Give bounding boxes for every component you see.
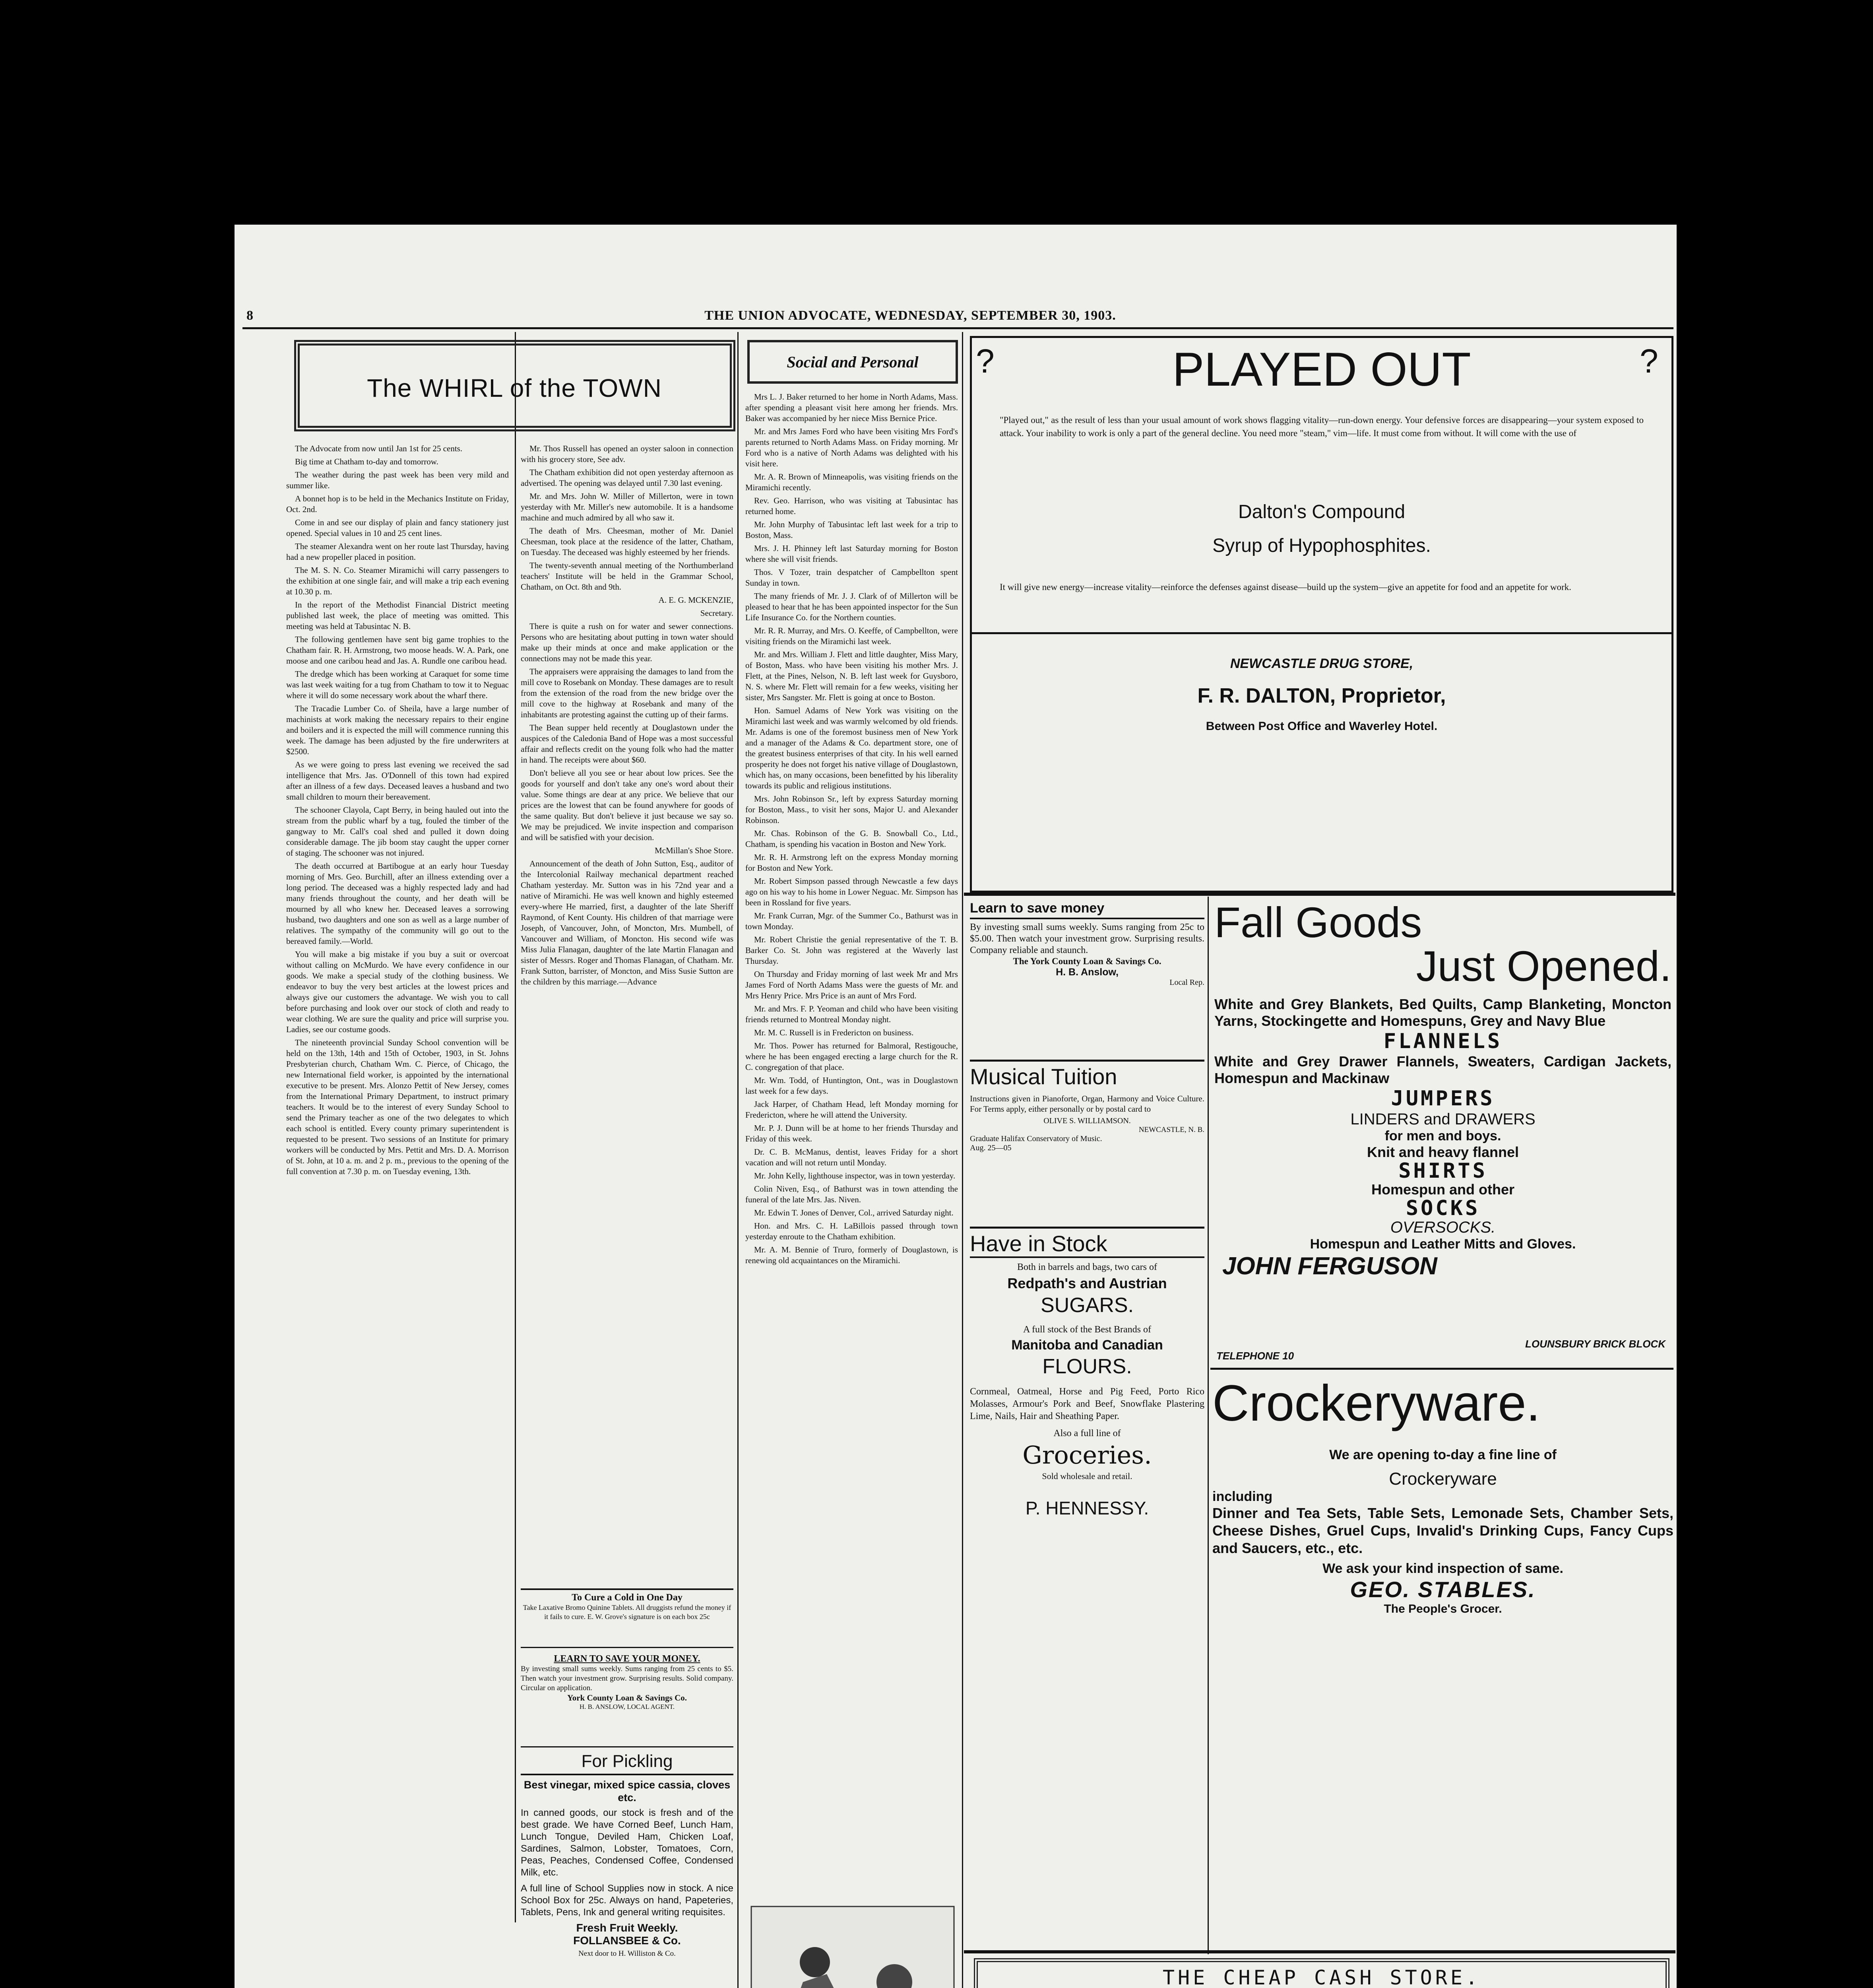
fall-goods-mitts: Homespun and Leather Mitts and Gloves. [1310,1237,1576,1252]
news-item: You will make a big mistake if you buy a suit or overcoat without calling on McMurdo. We have every confidence in our goods. We make a special study of the clothing business. We endeavor to buy the very best articles at the lowest prices and always give our customers the advantage. We wish you to call before purchasing and look over our stock of cloth and ready to wear clothing. We are sure the quality and price will surprise you. Ladies, see our costume goods. [286,949,509,1034]
fall-goods-socks: SOCKS [1406,1196,1480,1220]
social-item: Mr. Robert Christie the genial representative of the T. B. Barker Co. St. John was registered at the Waverly last Thursday. [745,935,958,966]
pickling-address: Next door to H. Williston & Co. [578,1949,676,1958]
social-item: On Thursday and Friday morning of last week Mr and Mrs James Ford of North Adams Mass were the guests of Mr. and Mrs Henry Price. Mrs Price is an aunt of Mrs Ford. [745,969,958,1000]
news-item: As we were going to press last evening we received the sad intelligence that Mrs. Jas. O'Donnell of this town had expired after an illness of a few days. Deceased leaves a husband and two small children to mourn their bereavement. [286,760,509,802]
mcmillan-sign: McMillan's Shoe Store. [654,846,733,855]
stock-groceries: Groceries. [1022,1441,1152,1470]
social-column [745,392,958,1895]
fall-goods-title-1: Fall Goods [1214,898,1422,946]
crockery-line-1: We are opening to-day a fine line of [1329,1447,1557,1462]
played-out-product-2: Syrup of Hypophosphites. [1212,535,1431,556]
learn-ad [970,901,1204,987]
crockery-name: GEO. STABLES. [1350,1577,1536,1602]
newspaper-page [235,225,1677,1988]
news-item: The following gentlemen have sent big game trophies to the Chatham fair. R. H. Armstrong, two moose heads. W. A. Park, one moose and one caribou head and Jas. A. Rundle one caribou head. [286,635,509,666]
pickling-body-2: A full line of School Supplies now in stock. A nice School Box for 25c. Always on hand, Papeteries, Tablets, Pens, Ink and general writing requisites. [521,1883,733,1918]
divider [970,1060,1204,1062]
dentist-engraving-icon [747,1903,958,1988]
cold-small-body: Take Laxative Bromo Quinine Tablets. All druggists refund the money if it fails to cure. E. W. Grove's signature is on each box 25c [523,1604,731,1621]
news-item: The schooner Clayola, Capt Berry, in being hauled out into the stream from the public wharf by a tug, fouled the timber of the gangway to Mr. Call's coal shed and pulled it down doing considerable damage. The jib boom stay caught the upper corner of staging. The schooner was not injured. [286,805,509,858]
learn-body: By investing small sums weekly. Sums ranging from 25c to $5.00. Then watch your investment grow. Surprising results. Company reliable and staunch. [970,922,1204,955]
social-item: Mr. and Mrs James Ford who have been visiting Mrs Ford's parents returned to North Adams Mass. on Friday morning. Mr Ford who is a native of North Adams was delighted with his visit here. [745,427,958,468]
divider [970,1227,1204,1229]
news-item: Announcement of the death of John Sutton, Esq., auditor of the Intercolonial Railway mechanical department reached Chatham yesterday. Mr. Sutton was in his 72nd year and a native of Miramichi. He was well known and highly esteemed every-where He married, first, a daughter of the late Sheriff Raymond, of Kent County. His children of that marriage were Joseph, of Vancouver, John, of Moncton, Mrs. Mumbell, of Vancouver and William, of Moncton. His second wife was Miss Julia Flanagan, daughter of the late Martin Flanagan and sister of Messrs. Roger and Thomas Flanagan, of Chatham. Mr. Frank Sutton, barrister, of Moncton, and Miss Susie Sutton are the children by this marriage.—Advance [521,859,733,986]
fall-goods-ad [1214,898,1671,1354]
fall-goods-oversocks: OVERSOCKS. [1390,1219,1496,1236]
social-item: Mr. Wm. Todd, of Huntington, Ont., was in Douglastown last week for a few days. [745,1076,958,1096]
news-item: The appraisers were appraising the damages to land from the mill cove to Rosebank on Monday. These damages are to result from the extension of the road from the new bridge over the mill cove to the highway at Rosebank and many of the inhabitants are protesting against the cutting up of their farms. [521,667,733,719]
divider [1210,1368,1673,1370]
news-item: A bonnet hop is to be held in the Mechanics Institute on Friday, Oct. 2nd. [286,494,509,514]
fall-goods-formen: for men and boys. [1384,1128,1501,1143]
fall-goods-jumpers: JUMPERS [1391,1087,1495,1110]
teachers-signature: A. E. G. MCKENZIE, [658,595,733,605]
social-item: Jack Harper, of Chatham Head, left Monday morning for Fredericton, where he will attend the University. [745,1099,958,1120]
social-item: The many friends of Mr. J. J. Clark of of Millerton will be pleased to hear that he has been appointed inspector for the Sun Life Insurance Co. for the Northern counties. [745,591,958,622]
social-item: Hon. and Mrs. C. H. LaBillois passed through town yesterday enroute to the Chatham exhibition. [745,1221,958,1241]
social-item: Mr. and Mrs. F. P. Yeoman and child who have been visiting friends returned to Montreal Monday night. [745,1004,958,1024]
social-item: Mr. P. J. Dunn will be at home to her friends Thursday and Friday of this week. [745,1123,958,1143]
learn-small-body: By investing small sums weekly. Sums ranging from 25 cents to $5. Then watch your investment grow. Surprising results. Solid company. Circular on application. [521,1665,733,1692]
social-item: Colin Niven, Esq., of Bathurst was in town attending the funeral of the late Mrs. Jas. Niven. [745,1184,958,1204]
pickling-body: In canned goods, our stock is fresh and of the best grade. We have Corned Beef, Lunch Ham, Lunch Tongue, Deviled Ham, Chicken Loaf, Sardines, Salmon, Lobster, Tomatoes, Corn, Peas, Peaches, Condensed Coffee, Condensed Milk, etc. [521,1807,733,1878]
stock-name: P. HENNESSY. [1025,1498,1149,1518]
learn-title: Learn to save money [970,901,1204,919]
social-item: Mr. R. R. Murray, and Mrs. O. Keeffe, of Campbellton, were visiting friends on the Miramichi last week. [745,626,958,646]
news-item: Mr. and Mrs. John W. Miller of Millerton, were in town yesterday with Mr. Miller's new automobile. It is a handsome machine and much admired by all who saw it. [521,491,733,522]
played-out-intro: "Played out," as the result of less than your usual amount of work shows flagging vitality—run-down energy. Your defensive forces are disappearing—your system exposed to attack. Your inability to work is only a part of the general decline. You need more "steam," vim—life. It must come from without. It will come with the use of [1000,415,1644,438]
news-item: The Chatham exhibition did not open yesterday afternoon as advertised. The opening was delayed until 7.30 last evening. [521,468,733,488]
social-item: Rev. Geo. Harrison, who was visiting at Tabusintac has returned home. [745,496,958,516]
social-item: Mrs L. J. Baker returned to her home in North Adams, Mass. after spending a pleasant visit here among her friends. Mrs. Baker was accompanied by her niece Miss Bernice Price. [745,392,958,423]
pickling-title: For Pickling [521,1751,733,1775]
stock-line: Both in barrels and bags, two cars of [1017,1262,1157,1272]
musical-note: Graduate Halifax Conservatory of Music. [970,1134,1102,1143]
played-out-outro: It will give new energy—increase vitality—reinforce the defenses against disease—build up the system—give an appetite for food and an appetite for work. [1000,582,1571,592]
social-item: Mr. Edwin T. Jones of Denver, Col., arrived Saturday night. [754,1208,954,1217]
fall-goods-block: LOUNSBURY BRICK BLOCK [1525,1338,1666,1350]
news-item: The Tracadie Lumber Co. of Sheila, have a large number of machinists at work making the necessary repairs to their engine and boilers and it is expected the mill will commence running this week. The damage has been adjusted by the fire underwriters at $2500. [286,704,509,756]
news-item: The death occurred at Bartibogue at an early hour Tuesday morning of Mrs. Geo. Burchill, after an illness extending over a long period. The deceased was a highly respected lady and had many friends throughout the county, and her death will be mourned by all who knew her. Deceased leaves a sorrowing husband, two daughters and one son as well as a large number of relatives. The sympathy of the community will go out to the bereaved family.—World. [286,861,509,946]
fall-goods-linders: LINDERS and DRAWERS [1350,1110,1536,1128]
social-item: Mr. Chas. Robinson of the G. B. Snowball Co., Ltd., Chatham, is spending his vacation in Boston and New York. [745,829,958,849]
learn-small-agent: H. B. ANSLOW, LOCAL AGENT. [579,1703,675,1710]
news-item: The death of Mrs. Cheesman, mother of Mr. Daniel Cheesman, took place at the residence of the latter, Chatham, on Tuesday. The deceased was highly esteemed by her friends. [521,526,733,557]
news-item: Big time at Chatham to-day and tomorrow. [295,457,438,466]
drug-store-location: Between Post Office and Waverley Hotel. [1206,720,1438,733]
question-mark-right: ? [1640,342,1658,380]
news-item: The nineteenth provincial Sunday School convention will be held on the 13th, 14th and 15th of October, 1903, in St. Johns Presbyterian church, Chatham Wm. C. Pierce, of Chicago, the new International field worker, is appointed by the international executive to be present. Mrs. Alonzo Pettit of New Jersey, comes from the International Primary Department, to instruct primary teachers. It would be to the interest of every Sunday School to send the Primary teacher as one of the two delegates to which each school is entitled. Every county primary superintendent is requested to be present. Two sessions of an Institute for primary workers will be conducted by Mrs. Pettit and Mrs. D. A. Morrison of St. John, at 10 a. m. and 2 p. m., previous to the opening of the full convention at 7.30 p. m. on Tuesday evening, 13th. [286,1038,509,1176]
social-item: Hon. Samuel Adams of New York was visiting on the Miramichi last week and was warmly welcomed by old friends. Mr. Adams is one of the foremost business men of New York and a manager of the Adams & Co. department store, one of the greatest business enterprises of that city. In his well earned prosperity he does not forget his native village of Douglastown, which has, on many occasions, been benefitted by his liberality towards its public and religious institutions. [745,706,958,790]
social-item: Mr. Frank Curran, Mgr. of the Summer Co., Bathurst was in town Monday. [745,911,958,931]
column-rule [515,332,516,1922]
stock-line: Sold wholesale and retail. [1042,1471,1132,1481]
fall-goods-title-2: Just Opened. [1416,942,1671,990]
played-out-ad [970,336,1673,893]
played-out-product-1: Dalton's Compound [1238,501,1406,522]
page-number: 8 [246,308,253,323]
social-item: Mr. A. R. Brown of Minneapolis, was visiting friends on the Miramichi recently. [745,472,958,492]
cheap-cash-title: THE CHEAP CASH STORE. [1162,1966,1481,1988]
fall-goods-name: JOHN FERGUSON [1222,1252,1437,1280]
fall-goods-knit: Knit and heavy flannel [1367,1144,1519,1160]
social-heading: Social and Personal [787,353,919,371]
fall-goods-telephone: TELEPHONE 10 [1216,1350,1294,1362]
musical-place: NEWCASTLE, N. B. [1138,1126,1204,1134]
fall-goods-shirts: SHIRTS [1398,1159,1487,1183]
stock-flours: FLOURS. [1042,1355,1132,1378]
cold-ad-small [521,1588,733,1648]
drug-store-name: NEWCASTLE DRUG STORE, [1230,656,1413,671]
fall-goods-body-2: White and Grey Drawer Flannels, Sweaters, Cardigan Jackets, Homespun and Mackinaw [1214,1053,1671,1086]
masthead-title: THE UNION ADVOCATE, WEDNESDAY, SEPTEMBER 30, 1903. [704,308,1116,323]
crockery-ask: We ask your kind inspection of same. [1322,1561,1563,1576]
stock-title: Have in Stock [970,1231,1107,1256]
social-item: Thos. V Tozer, train despatcher of Campbellton spent Sunday in town. [745,567,958,588]
whirl-heading: The WHIRL of the TOWN [367,374,662,402]
crockery-ad [1212,1376,1673,1948]
whirl-column-2 [521,443,733,1588]
pickling-subtitle: Best vinegar, mixed spice cassia, cloves etc. [524,1779,731,1804]
stock-flours-brands: Manitoba and Canadian [1011,1338,1163,1353]
crockery-including: including [1212,1489,1273,1504]
social-heading-box [747,340,958,384]
learn-agent: H. B. Anslow, [1056,967,1119,978]
column-rule [962,332,963,1988]
have-in-stock-ad [970,1231,1204,1946]
social-item: Dr. C. B. McManus, dentist, leaves Friday for a short vacation and will not return until Monday. [745,1147,958,1167]
musical-body: Instructions given in Pianoforte, Organ, Harmony and Voice Culture. For Terms apply, either personally or by postal card to [970,1094,1204,1114]
social-item: Mr. A. M. Bennie of Truro, formerly of Douglastown, is renewing old acquaintances on the Miramichi. [745,1245,958,1265]
masthead-rule [242,327,1673,329]
stock-sugars-brands: Redpath's and Austrian [1007,1275,1167,1291]
stock-sugars: SUGARS. [1040,1294,1134,1317]
musical-tuition-ad [970,1064,1204,1223]
whirl-heading-box [294,340,735,431]
social-item: Mr. Robert Simpson passed through Newcastle a few days ago on his way to his home in Lower Neguac. Mr. Simpson has been in Rossland for five years. [745,876,958,907]
crockery-line-2: Crockeryware [1389,1469,1497,1489]
column-rule [737,332,739,1988]
stock-line: A full stock of the Best Brands of [1023,1324,1151,1335]
news-item: In the report of the Methodist Financial District meeting published last week, the place of meeting was omitted. This meeting was held at Tabusintac N. B. [286,600,509,631]
social-item: Mr. M. C. Russell is in Fredericton on business. [754,1028,914,1037]
news-item: Mr. Thos Russell has opened an oyster saloon in connection with his grocery store, See adv. [521,444,733,464]
fall-goods-homespun: Homespun and other [1371,1181,1515,1198]
pickling-ad [521,1751,733,1988]
fall-goods-body-1: White and Grey Blankets, Bed Quilts, Camp Blanketing, Moncton Yarns, Stockingette and Homespuns, Grey and Navy Blue [1214,996,1671,1029]
crockery-title: Crockeryware. [1212,1375,1541,1432]
learn-small-title: LEARN TO SAVE YOUR MONEY. [554,1654,700,1664]
divider [964,893,1675,896]
news-item: The Advocate from now until Jan 1st for 25 cents. [295,444,463,453]
social-item: Mr. R. H. Armstrong left on the express Monday morning for Boston and New York. [745,852,958,873]
social-item: Mrs. J. H. Phinney left last Saturday morning for Boston where she will visit friends. [745,544,958,564]
learn-ad-small [521,1652,733,1747]
divider [972,632,1671,634]
pickling-name: FOLLANSBEE & Co. [573,1934,681,1947]
news-item: Come in and see our display of plain and fancy stationery just opened. Special values in 10 and 25 cent lines. [286,518,509,538]
news-item: Don't believe all you see or hear about low prices. See the goods for yourself and don't take any one's word about their value. Some things are dear at any price. We believe that our prices are the lowest that can be found anywhere for goods of the same quality. But don't believe it just because we say so. We may be prejudiced. We invite inspection and comparison and will be satisfied with your decision. [521,768,733,842]
column-rule [1208,897,1209,1954]
social-item: Mrs. John Robinson Sr., left by express Saturday morning for Boston, Mass., to visit her sons, Major U. and Alexander Robinson. [745,794,958,825]
learn-company: The York County Loan & Savings Co. [1013,956,1161,966]
news-item: The weather during the past week has been very mild and summer like. [286,470,509,490]
teachers-signature-title: Secretary. [700,608,733,618]
musical-date: Aug. 25—05 [970,1143,1012,1152]
cheap-cash-ad [974,1958,1669,1988]
news-item: The twenty-seventh annual meeting of the Northumberland teachers' Institute will be held in the Grammar School, Chatham, on Oct. 8th and 9th. [521,561,733,592]
social-item: Mr. Thos. Power has returned for Balmoral, Restigouche, where he has been engaged erecting a large church for the R. C. congregation of that place. [745,1041,958,1072]
learn-agent-title: Local Rep. [1169,978,1204,987]
divider [964,1950,1675,1953]
news-item: The Bean supper held recently at Douglastown under the auspices of the Caledonia Band of Hope was a most successful affair and reflects credit on the young folk who had the matter in hand. The receipts were about $60. [521,723,733,765]
news-item: The dredge which has been working at Caraquet for some time was last week waiting for a tug from Chatham to tow it to Neguac where it will do some necessary work about the wharf there. [286,669,509,700]
news-item: The M. S. N. Co. Steamer Miramichi will carry passengers to the exhibition at one single fair, and will make a trip each evening at 10.30 p. m. [286,565,509,596]
crockery-grocer: The People's Grocer. [1384,1602,1502,1615]
news-item: The steamer Alexandra went on her route last Thursday, having had a new propeller placed in position. [286,542,509,562]
drug-store-proprietor: F. R. DALTON, Proprietor, [1197,684,1446,707]
dentist-illustration [747,1903,958,1988]
question-mark-left: ? [976,342,995,380]
news-item: There is quite a rush on for water and sewer connections. Persons who are hesitating about putting in town water should make up their minds at once and make application or the connections may not be made this year. [521,621,733,663]
social-item: Mr. John Kelly, lighthouse inspector, was in town yesterday. [754,1171,956,1180]
social-item: Mr. John Murphy of Tabusintac left last week for a trip to Boston, Mass. [745,520,958,540]
played-out-title: PLAYED OUT [1172,343,1471,396]
crockery-body: Dinner and Tea Sets, Table Sets, Lemonade Sets, Chamber Sets, Cheese Dishes, Gruel Cups, Invalid's Drinking Cups, Fancy Cups and Saucers, etc., etc. [1212,1505,1673,1556]
whirl-column-1 [286,443,509,1988]
musical-name: OLIVE S. WILLIAMSON. [1043,1116,1131,1125]
stock-line: Cornmeal, Oatmeal, Horse and Pig Feed, Porto Rico Molasses, Armour's Pork and Beef, Snowflake Plastering Lime, Nails, Hair and Sheathing Paper. [970,1386,1204,1421]
cold-small-title: To Cure a Cold in One Day [572,1592,683,1603]
social-item: Mr. and Mrs. William J. Flett and little daughter, Miss Mary, of Boston, Mass. who have been visiting his mother Mrs. J. Flett, at the Pines, Nelson, N. B. left last week for Guysboro, N. S. where Mr. Flett will remain for a few weeks, visiting her sister, Mrs Sangster. Mr. Flett is going at once to Boston. [745,650,958,702]
learn-small-company: York County Loan & Savings Co. [567,1693,687,1703]
stock-line: Also a full line of [1053,1428,1121,1439]
fall-goods-flannels: FLANNELS [1383,1029,1503,1053]
pickling-fresh: Fresh Fruit Weekly. [576,1922,678,1934]
musical-title: Musical Tuition [970,1064,1117,1089]
